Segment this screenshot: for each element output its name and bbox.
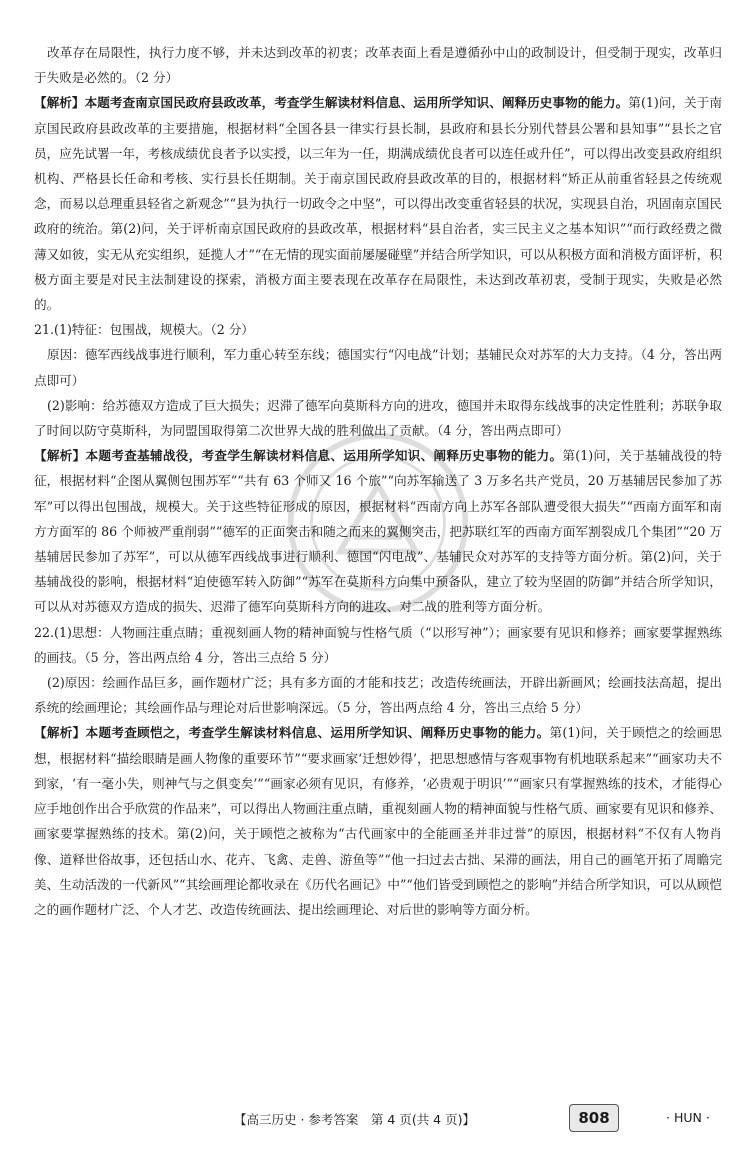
answer-paragraph <box>34 670 722 720</box>
paragraph-text: (2)原因：绘画作品巨多，画作题材广泛；具有多方面的才能和技艺；改造传统画法，开辟出新画风；绘画技法高超，提出系统的绘画理论；其绘画作品与理论对后世影响深远。（5 分，答出两点给 4 分，答出三点给 5 分） <box>34 675 722 716</box>
paragraph-text: 第(1)问，关于基辅战役的特征，根据材料“企图从翼侧包围苏军”“共有 63 个师又 16 个旅”“向苏军输送了 3 万多名共产党员，20 万基辅居民参加了苏军”可以得出包围战，规模大。关于这些特征形成的原因，根据材料“西南方向上苏军各部队遭受很大损失”“西南方面军和南方方面军的 86 个师被严重削弱”“德军的正面突击和随之而来的翼侧突击，把苏联红军的西南方面军割裂成几个集团”“20 万基辅居民参加了苏军”，可以从德军西线战事进行顺利、德国“闪电战”、基辅民众对苏军的支持等方面分析。第(2)问，关于基辅战役的影响，根据材料“迫使德军转入防御”“苏军在莫斯科方向集中预备队，建立了较为坚固的防御”并结合所学知识，可以从对苏德双方造成的损失、迟滞了德军向莫斯科方向的进攻、对二战的胜利等方面分析。 <box>34 448 723 615</box>
analysis-paragraph <box>34 443 722 619</box>
footer-region: · HUN · <box>666 1110 710 1125</box>
paragraph-text: 22.(1)思想：人物画注重点睛；重视刻画人物的精神面貌与性格气质（“以形写神”）；画家要有见识和修养；画家要掌握熟练的画技。（5 分，答出两点给 4 分，答出三点给 5 分） <box>34 624 722 665</box>
page-footer <box>0 1103 746 1133</box>
analysis-paragraph <box>34 720 722 922</box>
answer-paragraph <box>34 317 722 342</box>
analysis-heading: 【解析】本题考查南京国民政府县政改革，考查学生解读材料信息、运用所学知识、阐释历史事物的能力。 <box>34 95 629 111</box>
answer-paragraph <box>34 620 722 670</box>
paragraph-text: 改革存在局限性，执行力度不够，并未达到改革的初衷；改革表面上看是遵循孙中山的政制设计，但受制于现实，改革归于失败是必然的。（2 分） <box>34 45 722 86</box>
footer-code-badge: 808 <box>569 1104 619 1132</box>
analysis-paragraph <box>34 90 722 317</box>
answer-paragraph <box>34 393 722 443</box>
analysis-heading: 【解析】本题考查顾恺之，考查学生解读材料信息、运用所学知识、阐释历史事物的能力。 <box>34 725 550 741</box>
answer-paragraph <box>34 40 722 90</box>
paragraph-text: 21.(1)特征：包围战，规模大。（2 分） <box>34 322 254 338</box>
footer-title: 【高三历史 · 参考答案 第 4 页(共 4 页)】 <box>234 1112 475 1127</box>
paragraph-text: 原因：德军西线战事进行顺利，军力重心转至东线；德国实行“闪电战”计划；基辅民众对苏军的大力支持。（4 分，答出两点即可） <box>34 347 722 388</box>
answer-paragraph <box>34 342 722 392</box>
paragraph-text: (2)影响：给苏德双方造成了巨大损失；迟滞了德军向莫斯科方向的进攻，德国并未取得东线战事的决定性胜利；苏联争取了时间以防守莫斯科，为同盟国取得第二次世界大战的胜利做出了贡献。（4 分，答出两点即可） <box>34 397 722 439</box>
paragraph-text: 第(1)问，关于顾恺之的绘画思想，根据材料“描绘眼睛是画人物像的重要环节”“要求画家‘迁想妙得’，把思想感情与客观事物有机地联系起来”“画家功夫不到家，‘有一毫小失，则神气与之俱变矣’”“画家必须有见识，有修养，‘必贵观于明识’”“画家只有掌握熟练的技术，才能得心应手地创作出合乎欣赏的作品来”，可以得出人物画注重点睛，重视刻画人物的精神面貌与性格气质、画家要有见识和修养、画家要掌握熟练的技术。第(2)问，关于顾恺之被称为“古代画家中的全能画圣并非过誉”的原因，根据材料“不仅有人物肖像、道释世俗故事，还包括山水、花卉、飞禽、走兽、游鱼等”“他一扫过去古拙、呆滞的画法，用自己的画笔开拓了周瞻完美、生动活泼的一代新风”“其绘画理论都收录在《历代名画记》中”“他们皆受到顾恺之的影响”并结合所学知识，可以从顾恺之的画作题材广泛、个人才艺、改造传统画法、提出绘画理论、对后世的影响等方面分析。 <box>34 725 723 917</box>
paragraph-text: 第(1)问，关于南京国民政府县政改革的主要措施，根据材料“全国各县一律实行县长制，县政府和县长分别代替县公署和县知事”“县长之官员，应先试署一年，考核成绩优良者予以实授，以三年为一任，期满成绩优良者可以连任或升任”，可以得出改变县政府组织机构、严格县长任命和考核、实行县长任期制。关于南京国民政府县政改革的目的，根据材料“矫正从前重省轻县之传统观念，而易以总理重县轻省之新观念”“县为执行一切政令之中坚”，可以得出改变重省轻县的状况，实现县自治，巩固南京国民政府的统治。第(2)问，关于评析南京国民政府的县政改革，根据材料“县自治者，实三民主义之基本知识”“而行政经费之微薄又如彼，实无从充实组织，延揽人才”“在无情的现实面前屡屡碰壁”并结合所学知识，可以从积极方面和消极方面评析，积极方面主要是对民主法制建设的探索，消极方面主要表现在改革存在局限性，未达到改革初衷，受制于现实，失败是必然的。 <box>34 95 723 313</box>
analysis-heading: 【解析】本题考查基辅战役，考查学生解读材料信息、运用所学知识、阐释历史事物的能力。 <box>34 448 563 464</box>
answer-document <box>34 40 722 922</box>
